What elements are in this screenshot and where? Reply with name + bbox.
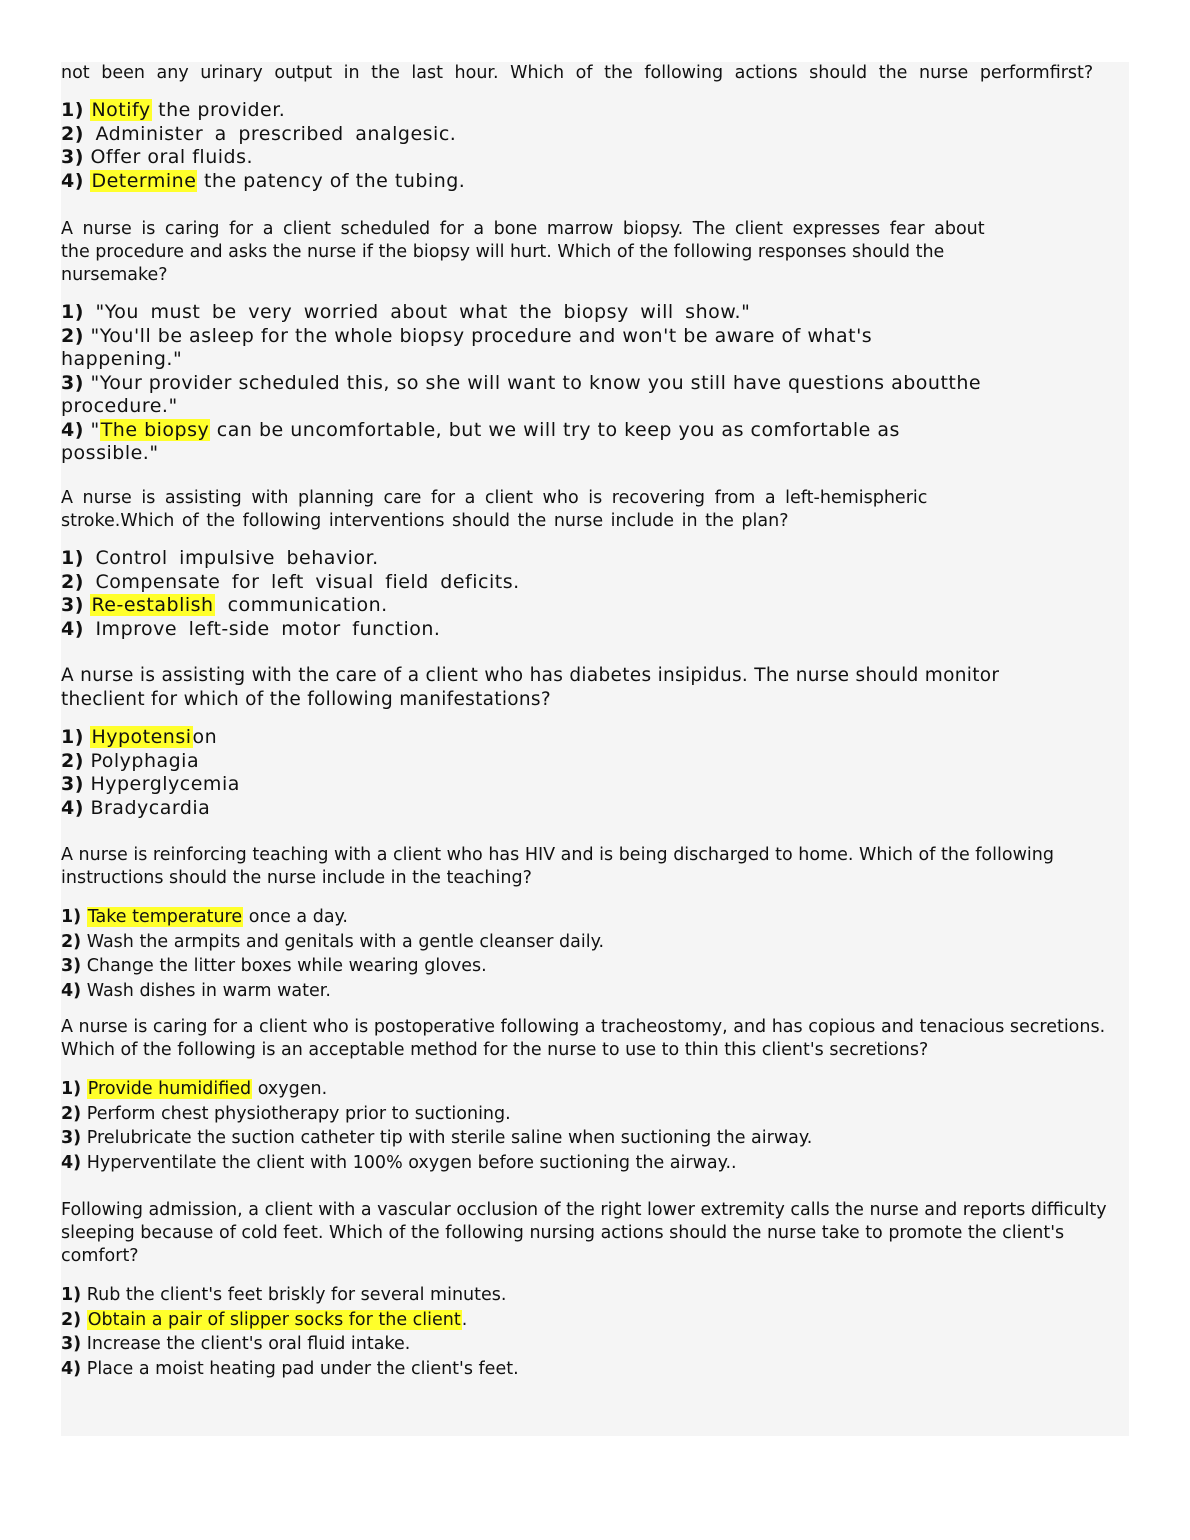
option-2[interactable]: 2) Obtain a pair of slipper socks for the client.: [61, 1309, 468, 1330]
question-1-stem: not been any urinary output in the last hour. Which of the following actions should the nurse performfirst?: [61, 63, 1094, 83]
question-2-options: [61, 301, 1133, 466]
question-1-options: [61, 99, 1133, 193]
highlight: Determine: [91, 169, 197, 192]
highlight: Hypotensi: [91, 726, 192, 748]
option-3[interactable]: 3) Change the litter boxes while wearing gloves.: [61, 956, 487, 976]
option-4[interactable]: 4) Hyperventilate the client with 100% oxygen before suctioning the airway..: [61, 1152, 737, 1173]
option-1[interactable]: 1) Control impulsive behavior.: [61, 547, 379, 569]
question-5: [61, 844, 1133, 1003]
option-3[interactable]: 3) Offer oral fluids.: [61, 146, 254, 168]
question-1: [61, 62, 1133, 193]
option-4[interactable]: 4) "The biopsy can be uncomfortable, but we will try to keep you as comfortable as possible.": [61, 418, 900, 464]
option-2[interactable]: 2) Perform chest physiotherapy prior to suctioning.: [61, 1103, 511, 1124]
highlight: Provide humidified: [87, 1079, 252, 1099]
option-2[interactable]: 2) Administer a prescribed analgesic.: [61, 122, 457, 145]
option-1[interactable]: 1) Rub the client's feet briskly for several minutes.: [61, 1285, 507, 1305]
question-5-stem: A nurse is reinforcing teaching with a client who has HIV and is being discharged to home. Which of the following instructions should the nurse include in the teaching?: [61, 845, 1054, 888]
option-2[interactable]: 2) "You'll be asleep for the whole biopsy procedure and won't be aware of what's happening.": [61, 324, 873, 370]
question-7-options: [61, 1283, 1133, 1381]
question-3-options: [61, 547, 1133, 641]
question-4-stem: A nurse is assisting with the care of a client who has diabetes insipidus. The nurse should monitor theclient for which of the following manifestations?: [61, 665, 1000, 710]
highlight: The biopsy: [100, 418, 210, 441]
question-6-stem: A nurse is caring for a client who is postoperative following a tracheostomy, and has copious and tenacious secretions. Which of the following is an acceptable method for the nurse to use to thin this client's secretions?: [61, 1017, 1106, 1060]
option-2[interactable]: 2) Polyphagia: [61, 749, 200, 772]
option-4[interactable]: 4) Wash dishes in warm water.: [61, 980, 331, 1001]
option-4[interactable]: 4) Place a moist heating pad under the client's feet.: [61, 1358, 519, 1379]
question-3-stem: A nurse is assisting with planning care for a client who is recovering from a left-hemispheric stroke.Which of the following interventions should the nurse include in the plan?: [61, 488, 928, 531]
option-3[interactable]: 3) Prelubricate the suction catheter tip with sterile saline when suctioning the airway.: [61, 1128, 813, 1148]
option-1[interactable]: 1) Notify the provider.: [61, 99, 286, 121]
highlight: Obtain a pair of slipper socks for the client: [87, 1309, 461, 1330]
question-2: [61, 218, 1133, 466]
option-4[interactable]: 4) Bradycardia: [61, 796, 211, 819]
option-1[interactable]: 1) "You must be very worried about what the biopsy will show.": [61, 301, 751, 323]
question-5-options: [61, 905, 1133, 1003]
question-7-stem: Following admission, a client with a vascular occlusion of the right lower extremity calls the nurse and reports difficulty sleeping because of cold feet. Which of the following nursing actions should the nurse take to promote the client's comfort?: [61, 1200, 1107, 1266]
question-4-options: [61, 726, 1133, 820]
question-7: [61, 1199, 1133, 1381]
option-2[interactable]: 2) Compensate for left visual field deficits.: [61, 570, 520, 593]
option-3[interactable]: 3) Hyperglycemia: [61, 773, 240, 795]
option-4[interactable]: 4) Determine the patency of the tubing.: [61, 169, 466, 192]
question-2-stem: A nurse is caring for a client scheduled for a bone marrow biopsy. The client expresses fear about the procedure and asks the nurse if the biopsy will hurt. Which of the following responses should the nursemake?: [61, 219, 985, 285]
highlight: Notify: [91, 99, 151, 121]
option-1[interactable]: 1) Provide humidified oxygen.: [61, 1079, 328, 1099]
question-6: [61, 1016, 1133, 1175]
option-4[interactable]: 4) Improve left-side motor function.: [61, 617, 441, 640]
option-3[interactable]: 3) Increase the client's oral fluid intake.: [61, 1334, 411, 1354]
question-4: [61, 664, 1133, 820]
highlight: Take temperature: [87, 907, 243, 927]
highlight: Re-establish: [91, 594, 214, 616]
option-1[interactable]: 1) Take temperature once a day.: [61, 907, 348, 927]
question-3: [61, 487, 1133, 641]
option-1[interactable]: 1) Hypotension: [61, 726, 218, 748]
option-3[interactable]: 3) "Your provider scheduled this, so she will want to know you still have questions aboutthe procedure.": [61, 371, 982, 417]
question-6-options: [61, 1077, 1133, 1175]
option-2[interactable]: 2) Wash the armpits and genitals with a gentle cleanser daily.: [61, 931, 605, 952]
option-3[interactable]: 3) Re-establish communication.: [61, 594, 388, 616]
